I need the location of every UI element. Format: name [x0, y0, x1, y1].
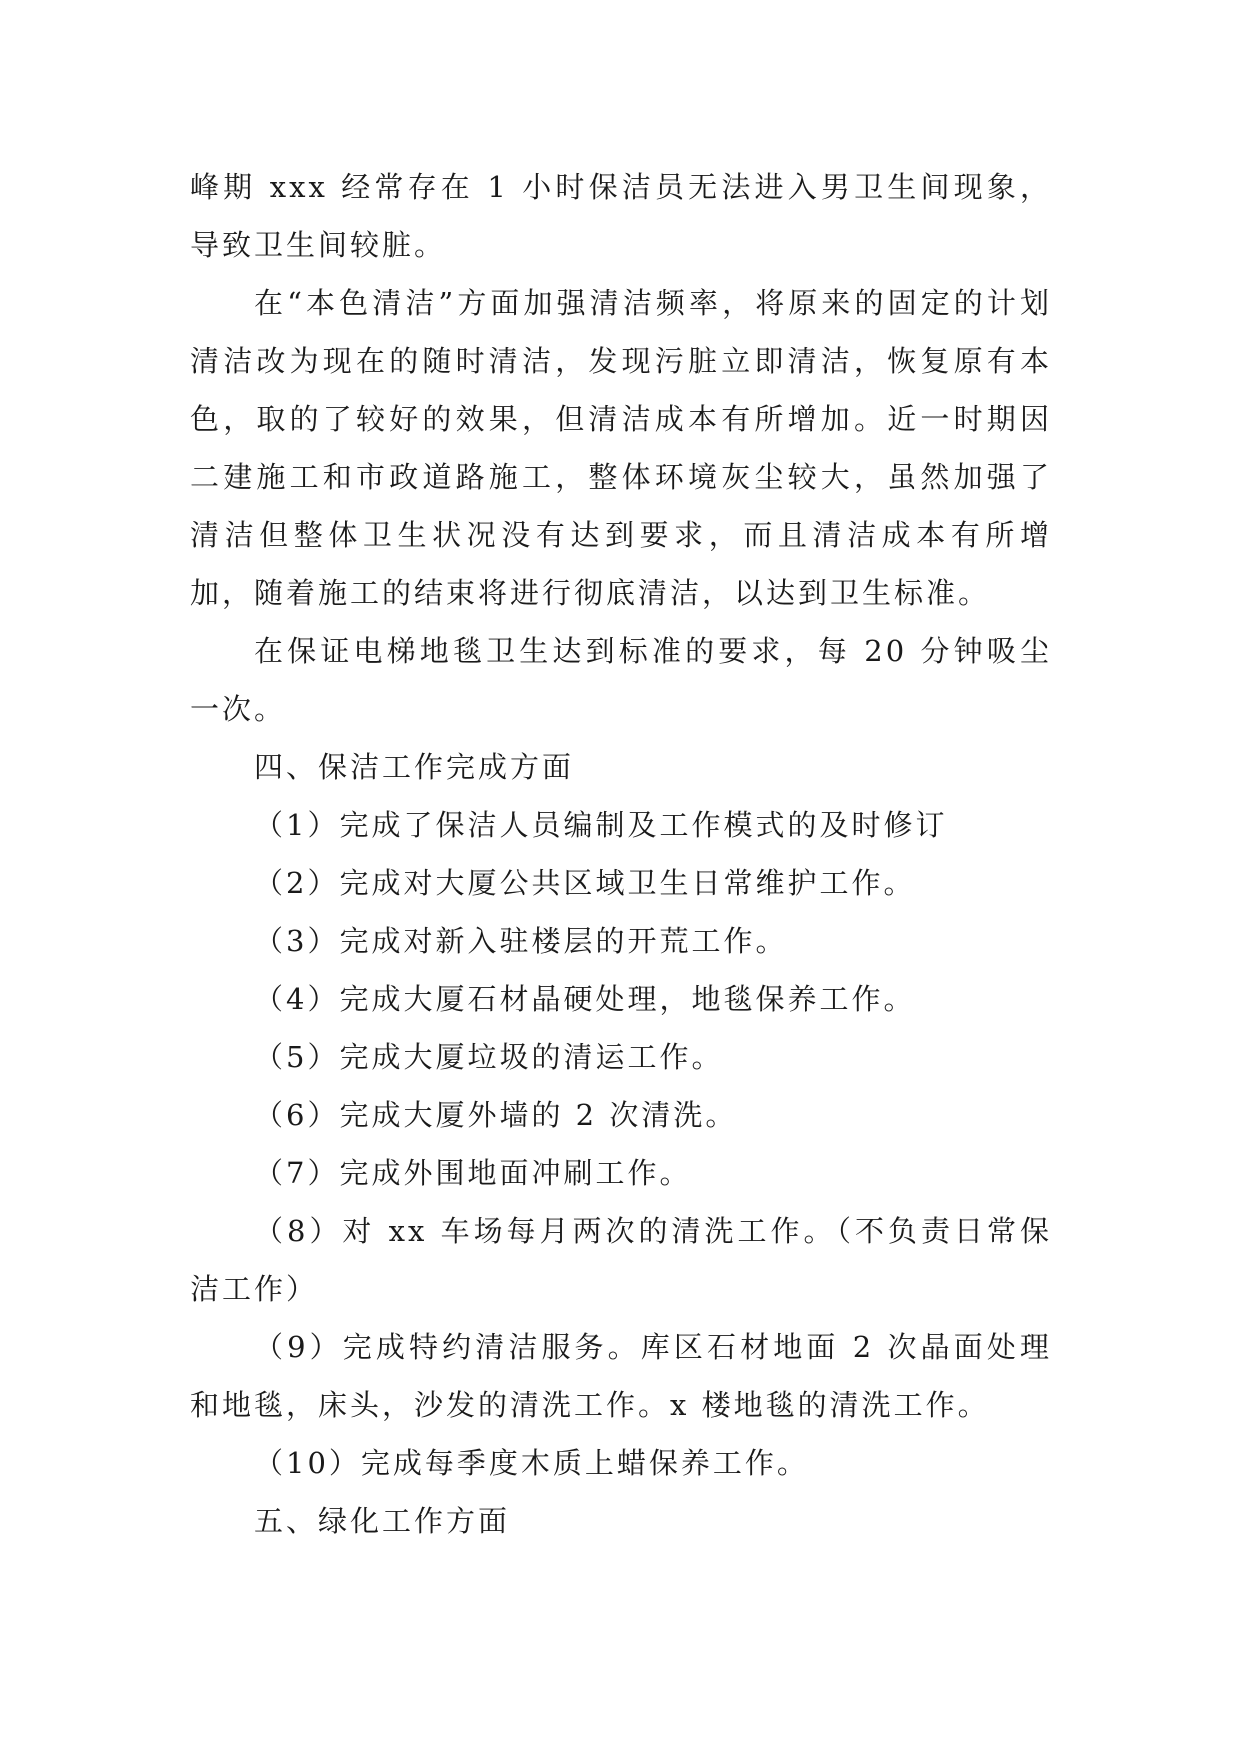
list-item-1: （1）完成了保洁人员编制及工作模式的及时修订 — [254, 808, 948, 842]
list-item-4: （4）完成大厦石材晶硬处理，地毯保养工作。 — [254, 982, 916, 1016]
list-item-2: （2）完成对大厦公共区域卫生日常维护工作。 — [254, 866, 916, 900]
list-item-8: （8）对 xx 车场每月两次的清洗工作。（不负责日常保洁工作） — [190, 1214, 1052, 1306]
list-item-6: （6）完成大厦外墙的 2 次清洗。 — [254, 1098, 738, 1132]
paragraph-continuation: 峰期 xxx 经常存在 1 小时保洁员无法进入男卫生间现象，导致卫生间较脏。 — [190, 170, 1052, 262]
list-item-7: （7）完成外围地面冲刷工作。 — [254, 1156, 692, 1190]
document-body — [190, 158, 1052, 1550]
section-heading-cleaning-work: 四、保洁工作完成方面 — [254, 750, 575, 784]
list-item-10: （10）完成每季度木质上蜡保养工作。 — [254, 1446, 809, 1480]
paragraph-elevator-carpet: 在保证电梯地毯卫生达到标准的要求，每 20 分钟吸尘一次。 — [190, 634, 1052, 726]
section-heading-greening-work: 五、绿化工作方面 — [254, 1504, 511, 1538]
list-item-3: （3）完成对新入驻楼层的开荒工作。 — [254, 924, 788, 958]
list-item-5: （5）完成大厦垃圾的清运工作。 — [254, 1040, 724, 1074]
paragraph-cleaning-frequency: 在“本色清洁”方面加强清洁频率，将原来的固定的计划清洁改为现在的随时清洁，发现污脏立即清洁，恢复原有本色，取的了较好的效果，但清洁成本有所增加。近一时期因二建施工和市政道路施工，整体环境灰尘较大，虽然加强了清洁但整体卫生状况没有达到要求，而且清洁成本有所增加，随着施工的结束将进行彻底清洁，以达到卫生标准。 — [190, 286, 1052, 610]
list-item-9: （9）完成特约清洁服务。库区石材地面 2 次晶面处理和地毯，床头，沙发的清洗工作。x 楼地毯的清洗工作。 — [190, 1330, 1052, 1422]
